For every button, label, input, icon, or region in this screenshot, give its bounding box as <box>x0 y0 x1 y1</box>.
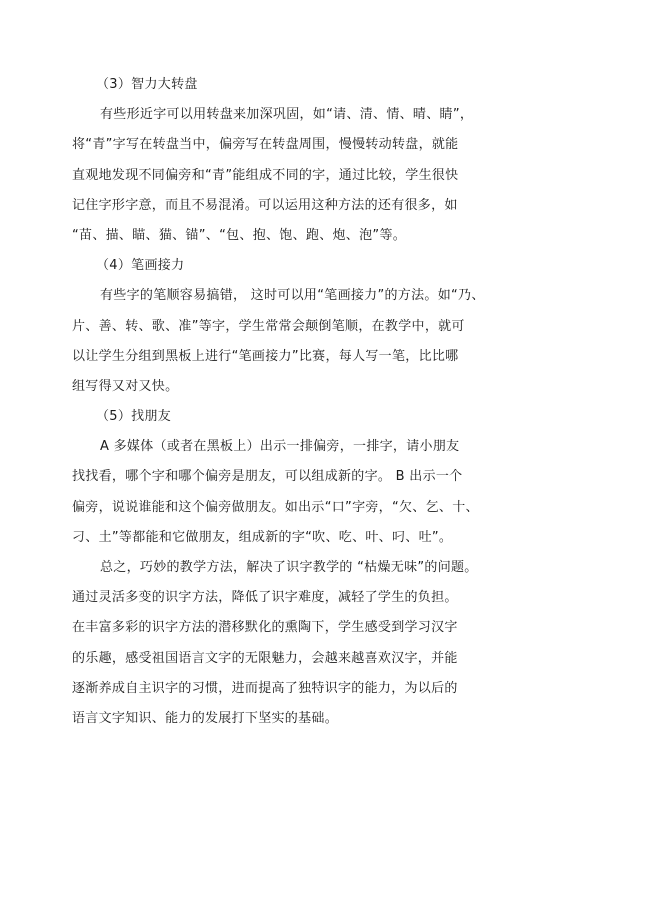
paragraph-line: 总之，巧妙的教学方法，解决了识字教学的 “枯燥无味”的问题。 <box>100 560 478 575</box>
paragraph-line: 片、善、转、歌、准”等字，学生常常会颠倒笔顺，在教学中，就可 <box>72 318 465 334</box>
paragraph-line: 找找看，哪个字和哪个偏旁是朋友，可以组成新的字。 B 出示一个 <box>72 469 463 485</box>
paragraph-line: “苗、描、瞄、猫、锚”、“包、抱、饱、跑、炮、泡”等。 <box>72 227 407 243</box>
paragraph-line: 偏旁，说说谁能和这个偏旁做朋友。如出示“口”字旁，“欠、乞、十、 <box>72 499 479 515</box>
paragraph-line: A 多媒体（或者在黑板上）出示一排偏旁，一排字，请小朋友 <box>100 439 460 455</box>
section-heading-5: （5）找朋友 <box>96 409 172 425</box>
paragraph-line: 有些形近字可以用转盘来加深巩固，如“请、清、情、晴、睛”， <box>100 107 474 123</box>
document-body <box>72 70 592 734</box>
paragraph-line: 刁、土”等都能和它做朋友，组成新的字“吹、吃、叶、叼、吐”。 <box>72 529 453 545</box>
paragraph-line: 在丰富多彩的识字方法的潜移默化的熏陶下，学生感受到学习汉字 <box>72 620 458 636</box>
paragraph-line: 的乐趣，感受祖国语言文字的无限魅力，会越来越喜欢汉字，并能 <box>72 650 458 666</box>
paragraph-line: 直观地发现不同偏旁和“青”能组成不同的字，通过比较，学生很快 <box>72 167 459 183</box>
paragraph-line: 组写得又对又快。 <box>72 378 179 394</box>
paragraph-line: 记住字形字意，而且不易混淆。可以运用这种方法的还有很多，如 <box>72 197 458 213</box>
paragraph-line: 将“青”字写在转盘当中，偏旁写在转盘周围，慢慢转动转盘，就能 <box>72 137 459 153</box>
paragraph-line: 逐渐养成自主识字的习惯，进而提高了独特识字的能力，为以后的 <box>72 680 458 696</box>
section-heading-3: （3）智力大转盘 <box>96 77 198 92</box>
paragraph-line: 有些字的笔顺容易搞错， 这时可以用“笔画接力”的方法。如“乃、 <box>100 288 485 304</box>
paragraph-line: 语言文字知识、能力的发展打下坚实的基础。 <box>72 710 339 726</box>
section-heading-4: （4）笔画接力 <box>96 258 185 274</box>
paragraph-line: 通过灵活多变的识字方法，降低了识字难度，减轻了学生的负担。 <box>72 590 458 606</box>
paragraph-line: 以让学生分组到黑板上进行“笔画接力”比赛，每人写一笔，比比哪 <box>72 348 459 364</box>
